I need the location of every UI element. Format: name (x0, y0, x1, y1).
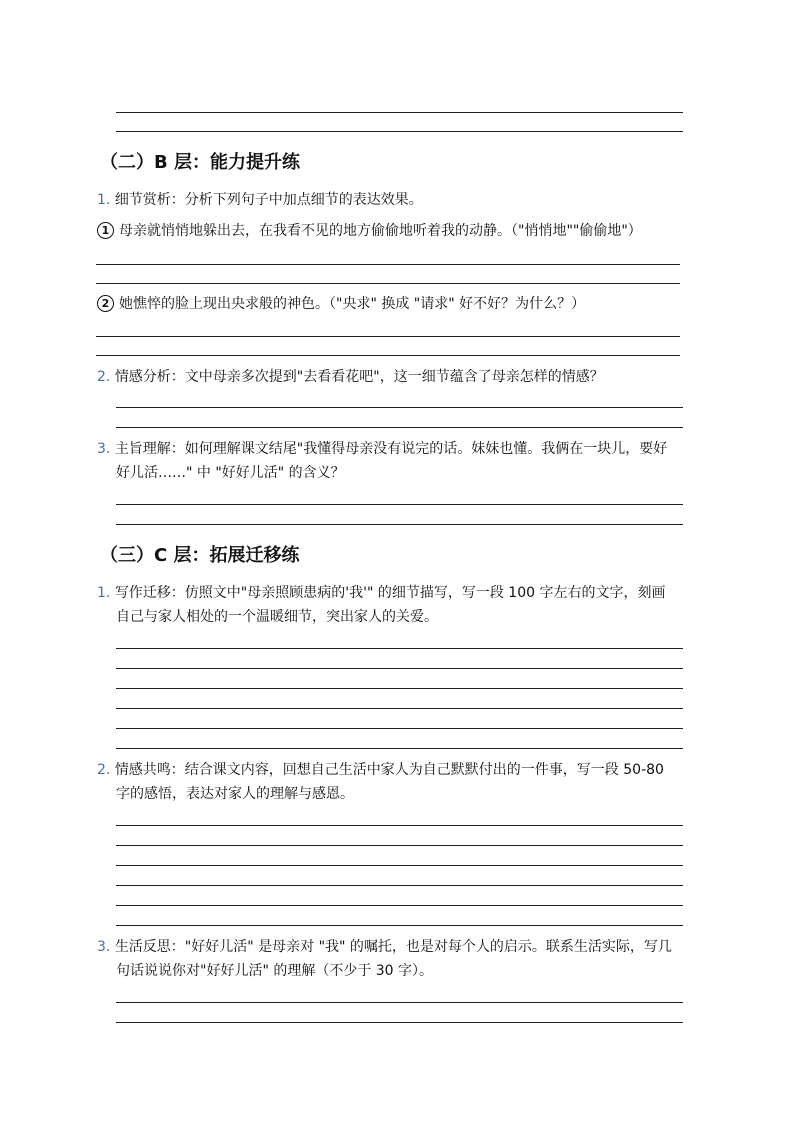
question-number: 2. (97, 762, 111, 778)
answer-line (96, 264, 680, 265)
question-c2-line2: 字的感悟，表达对家人的理解与感恩。 (116, 786, 354, 802)
question-text: 情感分析：文中母亲多次提到"去看看花吧"，这一细节蕴含了母亲怎样的情感？ (114, 369, 604, 385)
answer-line (116, 825, 683, 826)
answer-line (116, 845, 683, 846)
answer-line (96, 355, 680, 356)
answer-line (116, 865, 683, 866)
sub-question-text: 她憔悴的脸上现出央求般的神色。（"央求" 换成 "请求" 好不好？为什么？） (119, 296, 586, 312)
section-c-title: （三）C 层：拓展迁移练 (100, 545, 300, 566)
question-number: 1. (97, 192, 111, 208)
answer-line (116, 925, 683, 926)
question-text-line1: 情感共鸣：结合课文内容，回想自己生活中家人为自己默默付出的一件事，写一段 50-80 (114, 762, 664, 778)
section-b-title: （二）B 层：能力提升练 (100, 152, 300, 173)
answer-line (96, 336, 680, 337)
question-number: 3. (97, 441, 111, 457)
answer-line (116, 112, 683, 113)
answer-line (96, 283, 680, 284)
answer-line (116, 524, 683, 525)
answer-line (116, 504, 683, 505)
answer-line (116, 427, 683, 428)
answer-line (116, 905, 683, 906)
answer-line (116, 1002, 683, 1003)
answer-line (116, 728, 683, 729)
answer-line (116, 688, 683, 689)
question-b3 (97, 438, 667, 460)
circled-number-1: 1 (97, 222, 114, 239)
question-number: 3. (97, 939, 111, 955)
answer-line (116, 131, 683, 132)
question-number: 1. (97, 585, 111, 601)
question-c3 (97, 936, 672, 958)
answer-line (116, 708, 683, 709)
question-number: 2. (97, 369, 111, 385)
question-text-line1: 生活反思："好好儿活" 是母亲对 "我" 的嘱托，也是对每个人的启示。联系生活实际，写几 (114, 939, 672, 955)
sub-question-b1-2 (97, 293, 585, 315)
answer-line (116, 885, 683, 886)
question-text: 细节赏析：分析下列句子中加点细节的表达效果。 (114, 192, 423, 208)
answer-line (116, 748, 683, 749)
sub-question-text: 母亲就悄悄地躲出去，在我看不见的地方偷偷地听着我的动静。（"悄悄地""偷偷地"） (119, 223, 642, 239)
question-c1-line2: 自己与家人相处的一个温暖细节，突出家人的关爱。 (116, 609, 438, 625)
answer-line (116, 1022, 683, 1023)
question-text-line1: 主旨理解：如何理解课文结尾"我懂得母亲没有说完的话。妹妹也懂。我俩在一块儿，要好 (114, 441, 668, 457)
sub-question-b1-1 (97, 220, 642, 242)
question-c3-line2: 句话说说你对"好好儿活" 的理解（不少于 30 字）。 (116, 963, 434, 979)
question-b2 (97, 366, 604, 388)
question-text-line1: 写作迁移：仿照文中"母亲照顾患病的'我'" 的细节描写，写一段 100 字左右的文字，刻画 (114, 585, 666, 601)
answer-line (116, 407, 683, 408)
question-c2 (97, 759, 664, 781)
answer-line (116, 648, 683, 649)
question-b3-line2: 好儿活……" 中 "好好儿活" 的含义？ (116, 465, 345, 481)
question-c1 (97, 582, 665, 604)
question-b1 (97, 189, 423, 211)
circled-number-2: 2 (97, 295, 114, 312)
answer-line (116, 668, 683, 669)
